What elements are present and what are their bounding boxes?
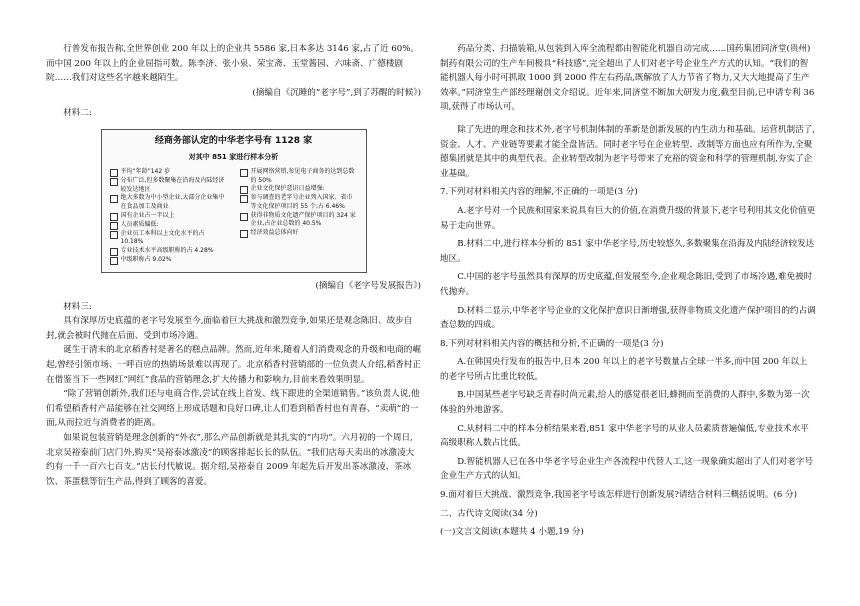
figure-list-item: [240, 212, 358, 229]
paragraph: 行普发布报告称,全世界创业 200 年以上的企业共 5586 家,日本多达 3146 家,占了近 60%。而中国 200 年以上的企业屈指可数。陈李济、张小泉、荣宝斋、玉堂酱园、六味斋、广德楼剧院……我们对这些名字越来越陌生。: [46, 44, 419, 84]
figure-item-text: 企业文化保护意识日益增强:: [250, 185, 325, 193]
figure-item-text: 专业技术水平高级职称的占 4.28%: [120, 246, 214, 254]
figure-subtitle: 对其中 851 家进行样本分析: [188, 152, 279, 161]
option-7c: C.中国的老字号虽然具有深厚的历史底蕴,但发展至今,企业观念陈旧,受到了市场冷遇,难免被时代抛弃。: [440, 272, 813, 297]
question-7: 7.下列对材料相关内容的理解,不正确的一项是(3 分): [440, 187, 638, 198]
source-citation: (摘编自《老字号发展报告》): [315, 280, 421, 291]
material-label: 材料二:: [63, 108, 92, 119]
section-subheading: (一)文言文阅读(本题共 4 小题,19 分): [440, 527, 584, 538]
material-label: 材料三:: [63, 301, 92, 312]
figure-item-text: 分布广泛,但多数聚集在沿海及内陆经济较发达地区: [120, 177, 225, 193]
figure-item-text: 国有企业占一半以上: [120, 211, 175, 219]
figure-list-item: [110, 194, 228, 211]
figure-list-item: [240, 185, 358, 194]
checkbox-icon: [240, 230, 248, 238]
option-7a: A.老字号对一个民族和国家来说具有巨大的价值,在消费升级的背景下,老字号利用其文化价值更易于走向世界。: [440, 205, 816, 231]
figure-list-item: [110, 230, 228, 247]
checkbox-icon: [240, 195, 248, 203]
figure-left-list: [110, 168, 228, 265]
figure-list-item: [110, 247, 228, 256]
source-citation: (摘编自《沉睡的“老字号”,到了苏醒的时候》): [252, 87, 421, 98]
figure-item-text: 开展网络营销,参见电子商务的达到总数的 50%: [250, 168, 355, 184]
option-8d: D.智能机器人已在各中华老字号企业生产各流程中代替人工,这一现象确实超出了人们对老字号企业生产方式的认知。: [440, 456, 813, 482]
figure-list-item: [110, 221, 228, 230]
checkbox-icon: [110, 178, 118, 186]
figure-list-item: [110, 256, 228, 265]
section-heading: 二、古代诗文阅读(34 分): [440, 508, 538, 519]
figure-right-list: [240, 168, 358, 265]
checkbox-icon: [240, 186, 248, 194]
figure-title: 经商务部认定的中华老字号有 1128 家: [154, 135, 313, 146]
figure-item-text: 绝大多数为中小型企业,大部分企业集中在食品加工及商业: [120, 194, 225, 210]
option-8a: A.在韩国央行发布的报告中,日本 200 年以上的老字号数量占全球一半多,而中国 200 年以上的老字号所占比重比较低。: [440, 357, 808, 382]
figure-list-item: [110, 177, 228, 194]
checkbox-icon: [110, 222, 118, 230]
checkbox-icon: [110, 213, 118, 221]
paragraph: 除了先进的理念和技术外,老字号机制体制的革新是创新发展的内生动力和基础。运营机制活了,资金、人才、产业链等要素才能全盘皆活。同时老字号在企业转型、改制等方面也应有所作为,全聚德集团就是其中的典型代表。企业转型改制为老字号带来了充裕的资金和科学的管理机制,夯实了企业基础。: [440, 124, 815, 179]
figure-list-item: [110, 168, 228, 177]
paragraph: 如果说包装营销是理念创新的“外衣”,那么产品创新就是其扎实的“内功”。六月初的一个周日,北京吴裕泰前门店门外,购买“吴裕泰冰激凌”的顾客排起长长的队伍。“我们店每天卖出的冰激凌大约有一千一百六七百支。”店长付代敏说。据介绍,吴裕泰自 2009 年起先后开发出茶冰激凌、茶冰饮、茶蛋糕等衍生产品,得到了顾客的喜爱。: [46, 432, 415, 487]
paragraph: 具有深厚历史底蕴的老字号发展至今,面临着巨大挑战和激烈竞争,如果还是观念陈旧、故步自封,就会被时代抛在后面、受到市场冷遇。: [46, 316, 413, 341]
checkbox-icon: [110, 257, 118, 265]
figure-list-item: [240, 194, 358, 211]
figure-item-text: 平均“年龄”142 岁: [120, 168, 171, 176]
figure-list-item: [240, 168, 358, 185]
right-column: [440, 42, 816, 540]
question-9: 9.面对着巨大挑战、激烈竞争,我国老字号该怎样进行创新发展?请结合材料三概括说明。(6 分): [440, 490, 798, 501]
checkbox-icon: [110, 231, 118, 239]
figure-item-text: 人员素质偏低:: [120, 220, 159, 228]
figure-chart: [101, 129, 367, 273]
figure-item-text: 企业员工本科以上文化水平的占 10.18%: [120, 229, 205, 246]
checkbox-icon: [110, 169, 118, 177]
figure-item-text: 经济效益总体向好: [250, 228, 299, 236]
paragraph: 药品分类、扫描装箱,从包装到入库全流程都由智能化机器自动完成……国药集团同济堂(贵州)制药有限公司的生产车间极具“科技感”,完全超出了人们对老字号企业生产方式的认知。“我们的智能机器人每小时可抓取 1000 到 2000 件左右药品,既解放了人力节省了物力,又大大地提高了生产效率。”同济堂生产部经理谢创文介绍说。近年来,同济堂不断加大研发力度,截至目前,已申请专利 36 项,获得了市场认可。: [440, 44, 815, 113]
checkbox-icon: [110, 248, 118, 256]
checkbox-icon: [240, 169, 248, 177]
question-8: 8.下列对材料相关内容的概括和分析,不正确的一项是(3 分): [440, 338, 664, 349]
figure-list-item: [110, 212, 228, 221]
checkbox-icon: [240, 213, 248, 221]
figure-item-text: 获得非物质文化遗产保护项目的 324 家企业,占企业总数的 40.5%: [250, 211, 356, 228]
figure-item-text: 参与调查的老字号企业列入国家、省市等文化保护项目的 55 个,占 6.46%: [250, 194, 353, 210]
left-column: [46, 42, 421, 489]
option-7d: D.材料二显示,中华老字号企业的文化保护意识日渐增强,获得非物质文化遗产保护项目的约占调查总数的四成。: [440, 305, 816, 331]
option-7b: B.材料二中,进行样本分析的 851 家中华老字号,历史较悠久,多数聚集在沿海及内陆经济较发达地区。: [440, 239, 815, 264]
option-8b: B.中国某些老字号缺乏青春时尚元素,给人的感觉很老旧,蜂拥而至消费的人群中,多数为第一次体验的外地游客。: [440, 390, 810, 416]
figure-item-text: 中级职称占 9.02%: [120, 255, 172, 263]
paragraph: “除了营销创新外,我们还与电商合作,尝试在线上首发、线下跟进的全渠道销售。”该负责人说,他们希望稻香村产品能够在社交网络上形成话题和良好口碑,让人们看到稻香村也有青春、“卖萌”的一面,从而拉近与消费者的距离。: [46, 389, 420, 429]
paragraph: 诞生于清末的北京稻香村是著名的糕点品牌。然而,近年来,随着人们消费观念的升级和电商的崛起,曾经引领市场、一呼百应的热销场景难以再现了。北京稻香村营销部的一位负责人介绍,稻香村正在借鉴当下一些网红“网红”食品的营销理念,扩大传播力和影响力,目前来看效果明显。: [46, 345, 421, 385]
option-8c: C.从材料二中的样本分析结果来看,851 家中华老字号的从业人员素质普遍偏低,专业技术水平高级职称人数占比低。: [440, 423, 809, 449]
checkbox-icon: [110, 195, 118, 203]
figure-list-item: [240, 229, 358, 238]
